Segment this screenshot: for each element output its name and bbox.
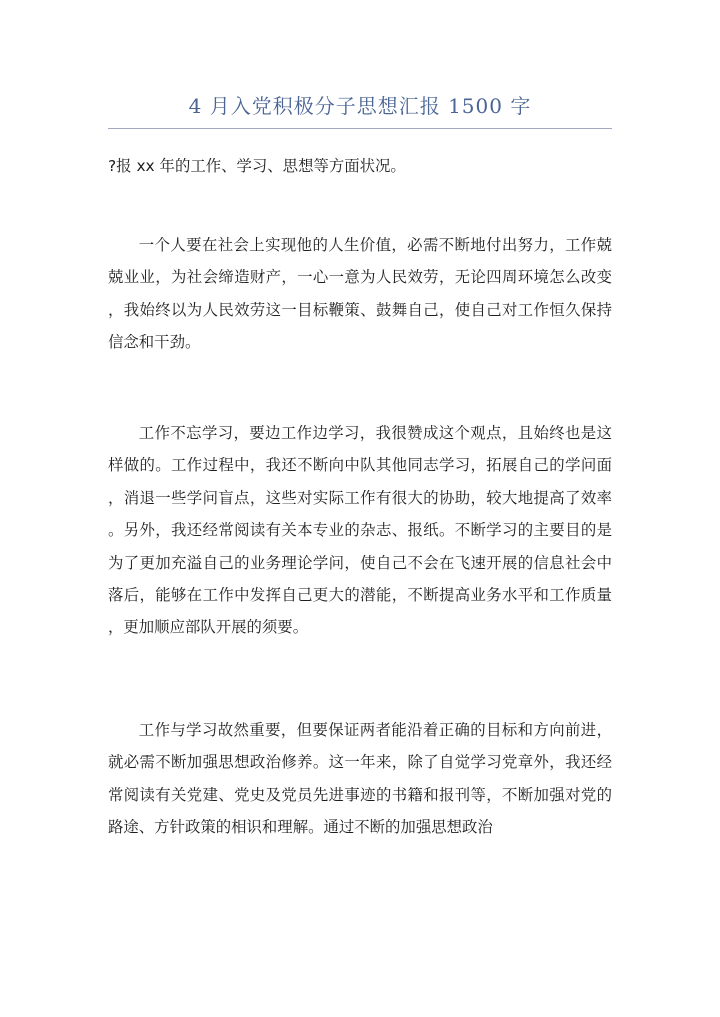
- intro-line: ?报 xx 年的工作、学习、思想等方面状况。: [108, 157, 406, 175]
- paragraph-life-value: 一个人要在社会上实现他的人生价值，必需不断地付出努力，工作兢兢业业，为社会缔造财产，一心一意为人民效劳，无论四周环境怎么改变，我始终以为人民效劳这一目标鞭策、鼓舞自己，使自己对工作恒久保持信念和干劲。: [108, 236, 612, 352]
- title-divider: [108, 128, 612, 129]
- paragraph-study: 工作不忘学习，要边工作边学习，我很赞成这个观点，且始终也是这样做的。工作过程中，我还不断向中队其他同志学习，拓展自己的学问面，消退一些学问盲点，这些对实际工作有很大的协助，较大地提高了效率。另外，我还经常阅读有关本专业的杂志、报纸。不断学习的主要目的是为了更加充溢自己的业务理论学问，使自己不会在飞速开展的信息社会中落后，能够在工作中发挥自己更大的潜能，不断提高业务水平和工作质量，更加顺应部队开展的须要。: [108, 424, 612, 637]
- document-title: 4 月入党积极分子思想汇报 1500 字: [188, 94, 532, 118]
- paragraph-political-cultivation: 工作与学习故然重要，但要保证两者能沿着正确的目标和方向前进，就必需不断加强思想政治修养。这一年来，除了自觉学习党章外，我还经常阅读有关党建、党史及党员先进事迹的书籍和报刊等，不断加强对党的路途、方针政策的相识和理解。通过不断的加强思想政治: [108, 721, 612, 837]
